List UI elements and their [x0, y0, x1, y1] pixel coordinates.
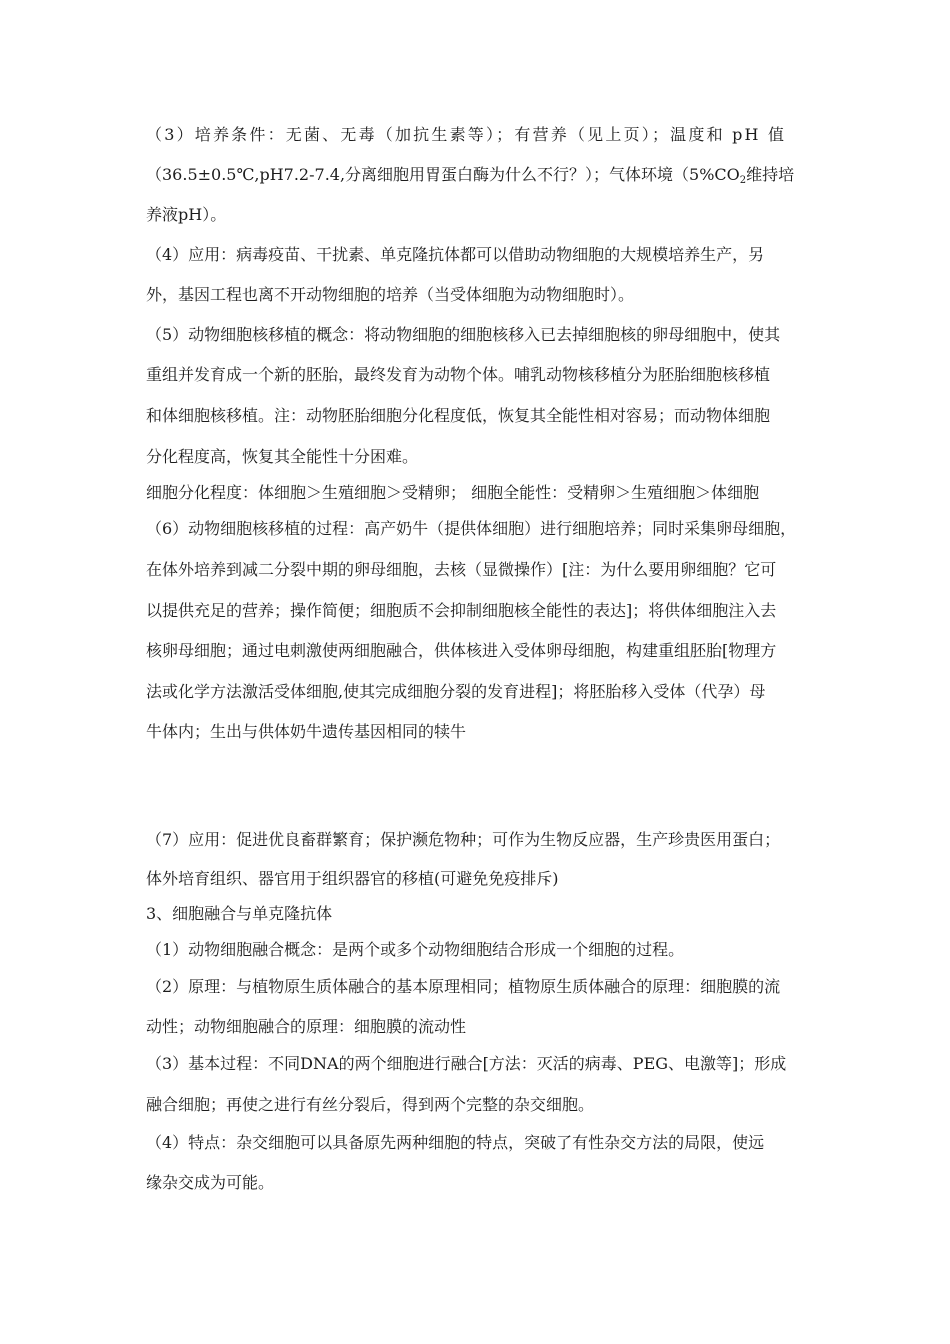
text-line: 以提供充足的营养；操作简便；细胞质不会抑制细胞核全能性的表达]；将供体细胞注入去: [146, 601, 777, 620]
text-line: （4）应用：病毒疫苗、干扰素、单克隆抗体都可以借助动物细胞的大规模培养生产，另: [146, 245, 765, 264]
text-line: 分化程度高，恢复其全能性十分困难。: [146, 447, 419, 466]
text-line: 核卵母细胞；通过电刺激使两细胞融合，供体核进入受体卵母细胞，构建重组胚胎[物理方: [146, 641, 777, 660]
text-line: 和体细胞核移植。注：动物胚胎细胞分化程度低，恢复其全能性相对容易；而动物体细胞: [146, 406, 771, 425]
text-line: 融合细胞；再使之进行有丝分裂后，得到两个完整的杂交细胞。: [146, 1095, 595, 1114]
text-line: （1）动物细胞融合概念：是两个或多个动物细胞结合形成一个细胞的过程。: [146, 940, 685, 959]
text-line: （4）特点：杂交细胞可以具备原先两种细胞的特点，突破了有性杂交方法的局限，使远: [146, 1133, 765, 1152]
text-line: 体外培育组织、器官用于组织器官的移植(可避免免疫排斥): [146, 869, 559, 888]
text-line: 牛体内；生出与供体奶牛遗传基因相同的犊牛: [146, 722, 467, 741]
text-line: （2）原理：与植物原生质体融合的基本原理相同；植物原生质体融合的原理：细胞膜的流: [146, 977, 781, 996]
text-line: 细胞分化程度：体细胞＞生殖细胞＞受精卵； 细胞全能性：受精卵＞生殖细胞＞体细胞: [146, 483, 760, 502]
text-line: （3）培养条件：无菌、无毒（加抗生素等）；有营养（见上页）；温度和 pH 值: [146, 125, 787, 144]
text-line: 养液pH）。: [146, 205, 227, 224]
text-line: （6）动物细胞核移植的过程：高产奶牛（提供体细胞）进行细胞培养；同时采集卵母细胞，: [146, 519, 797, 538]
text-line: 在体外培养到减二分裂中期的卵母细胞，去核（显微操作）[注：为什么要用卵细胞？它可: [146, 560, 777, 579]
text-line: 法或化学方法激活受体细胞,使其完成细胞分裂的发育进程]；将胚胎移入受体（代孕）母: [146, 682, 766, 701]
text-line: （7）应用：促进优良畜群繁育；保护濒危物种；可作为生物反应器，生产珍贵医用蛋白；: [146, 830, 781, 849]
text-line: 缘杂交成为可能。: [146, 1173, 275, 1192]
text-line: （5）动物细胞核移植的概念：将动物细胞的细胞核移入已去掉细胞核的卵母细胞中，使其: [146, 325, 781, 344]
text-line: （36.5±0.5℃,pH7.2-7.4,分离细胞用胃蛋白酶为什么不行？）；气体环境（$5\%CO_2$维持培: [146, 165, 795, 186]
text-line: 动性；动物细胞融合的原理：细胞膜的流动性: [146, 1017, 467, 1036]
section-heading: 3、细胞融合与单克隆抗体: [146, 904, 333, 923]
text-line: 外，基因工程也离不开动物细胞的培养（当受体细胞为动物细胞时）。: [146, 285, 635, 304]
text-line: （3）基本过程：不同DNA的两个细胞进行融合[方法：灭活的病毒、PEG、电激等]；形成: [146, 1054, 787, 1073]
text-line: 重组并发育成一个新的胚胎，最终发育为动物个体。哺乳动物核移植分为胚胎细胞核移植: [146, 365, 771, 384]
